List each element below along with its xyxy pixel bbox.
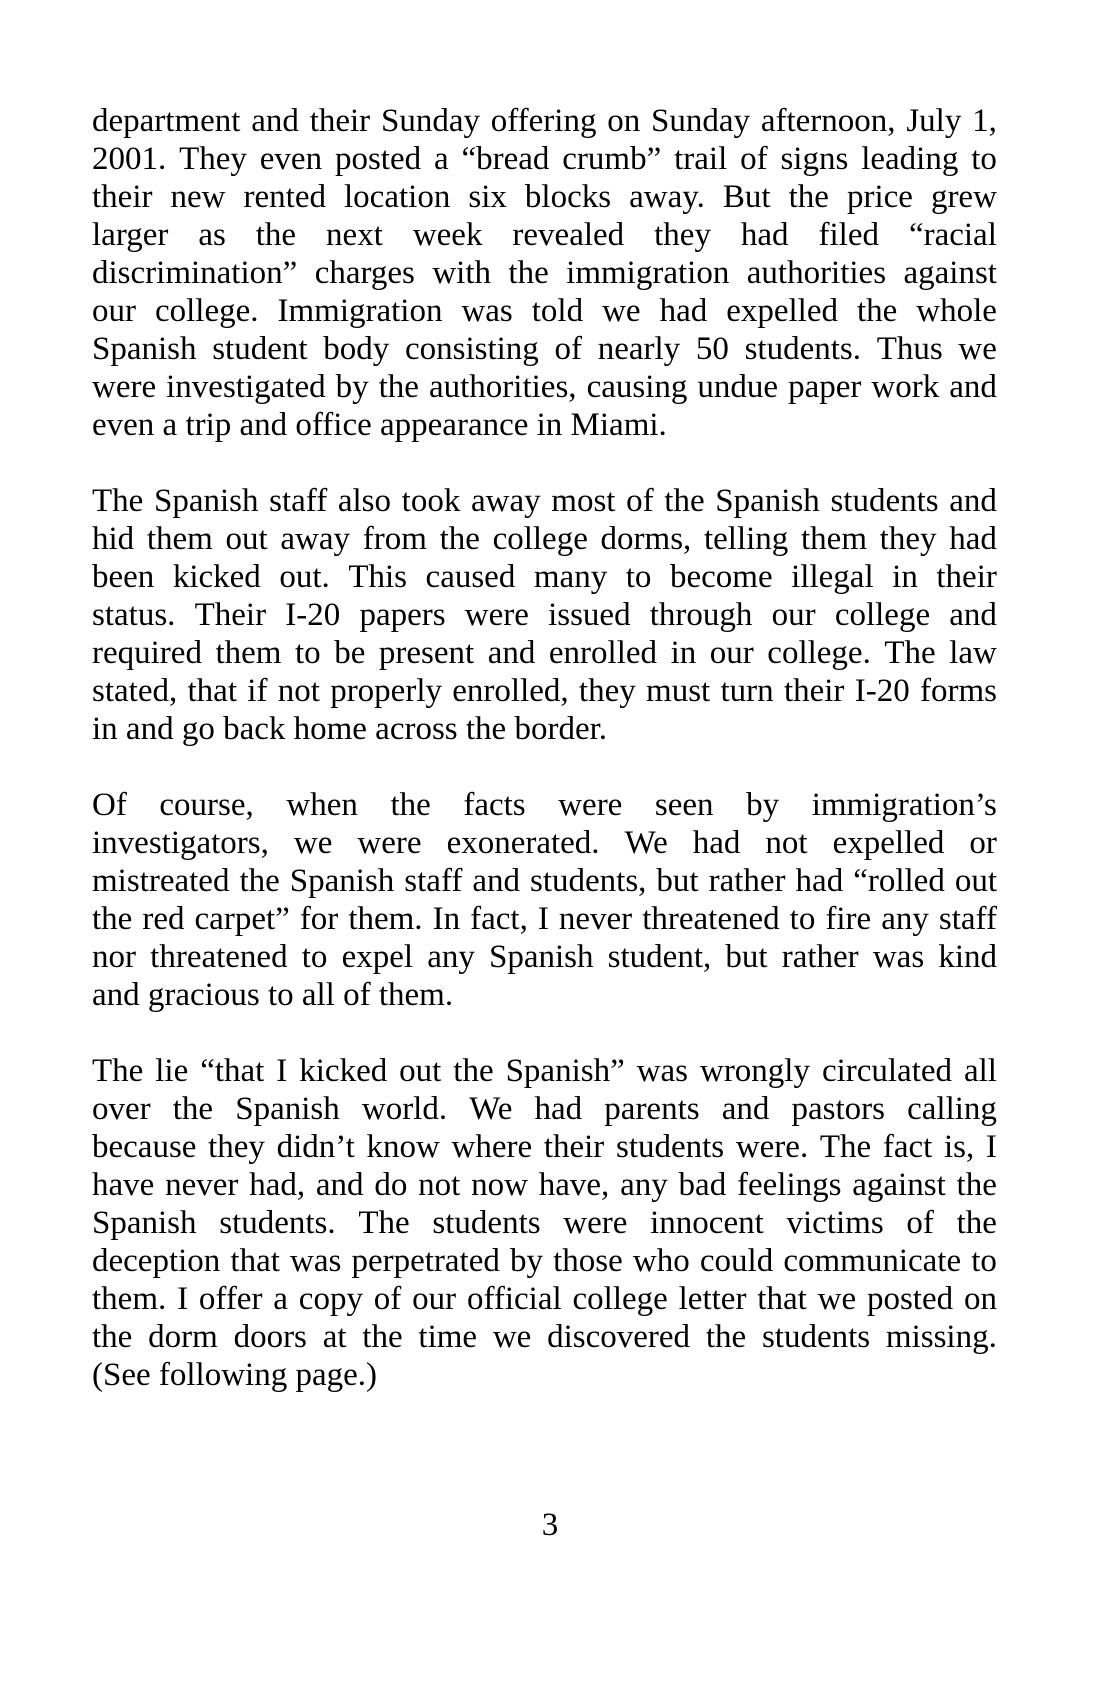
paragraph bbox=[92, 482, 997, 748]
paragraph bbox=[92, 786, 997, 1014]
text-line: required them to be present and enrolled in our college. The law bbox=[92, 635, 997, 671]
text-line: investigators, we were exonerated. We had not expelled or bbox=[92, 825, 997, 861]
text-line: department and their Sunday offering on Sunday afternoon, July 1, bbox=[92, 103, 997, 139]
text-line: over the Spanish world. We had parents and pastors calling bbox=[92, 1091, 997, 1127]
text-line: and gracious to all of them. bbox=[92, 977, 454, 1013]
text-line: our college. Immigration was told we had expelled the whole bbox=[92, 293, 997, 329]
text-line: have never had, and do not now have, any bad feelings against the bbox=[92, 1167, 997, 1203]
text-line: their new rented location six blocks away. But the price grew bbox=[92, 179, 997, 215]
text-line: The Spanish staff also took away most of the Spanish students and bbox=[92, 483, 997, 519]
text-line: even a trip and office appearance in Miami. bbox=[92, 407, 667, 443]
text-line: 2001. They even posted a “bread crumb” trail of signs leading to bbox=[92, 141, 997, 177]
text-line: larger as the next week revealed they had filed “racial bbox=[92, 217, 997, 253]
text-line: the dorm doors at the time we discovered the students missing. bbox=[92, 1319, 997, 1355]
text-line: them. I offer a copy of our official college letter that we posted on bbox=[92, 1281, 997, 1317]
text-line: Spanish student body consisting of nearly 50 students. Thus we bbox=[92, 331, 997, 367]
text-line: mistreated the Spanish staff and students, but rather had “rolled out bbox=[92, 863, 997, 899]
body-text bbox=[92, 102, 997, 1394]
paragraph bbox=[92, 1052, 997, 1394]
text-line: because they didn’t know where their students were. The fact is, I bbox=[92, 1129, 997, 1165]
text-line: hid them out away from the college dorms, telling them they had bbox=[92, 521, 997, 557]
page-number: 3 bbox=[541, 1507, 559, 1543]
text-line: The lie “that I kicked out the Spanish” was wrongly circulated all bbox=[92, 1053, 997, 1089]
text-line: Of course, when the facts were seen by immigration’s bbox=[92, 787, 997, 823]
text-line: Spanish students. The students were innocent victims of the bbox=[92, 1205, 997, 1241]
paragraph bbox=[92, 102, 997, 444]
text-line: were investigated by the authorities, causing undue paper work and bbox=[92, 369, 997, 405]
text-line: stated, that if not properly enrolled, they must turn their I-20 forms bbox=[92, 673, 997, 709]
text-line: been kicked out. This caused many to become illegal in their bbox=[92, 559, 997, 595]
text-line: the red carpet” for them. In fact, I never threatened to fire any staff bbox=[92, 901, 997, 937]
text-line: nor threatened to expel any Spanish student, but rather was kind bbox=[92, 939, 997, 975]
text-line: discrimination” charges with the immigration authorities against bbox=[92, 255, 997, 291]
text-line: deception that was perpetrated by those who could communicate to bbox=[92, 1243, 997, 1279]
text-line: in and go back home across the border. bbox=[92, 711, 608, 747]
text-line: status. Their I-20 papers were issued through our college and bbox=[92, 597, 997, 633]
text-line: (See following page.) bbox=[92, 1357, 377, 1393]
